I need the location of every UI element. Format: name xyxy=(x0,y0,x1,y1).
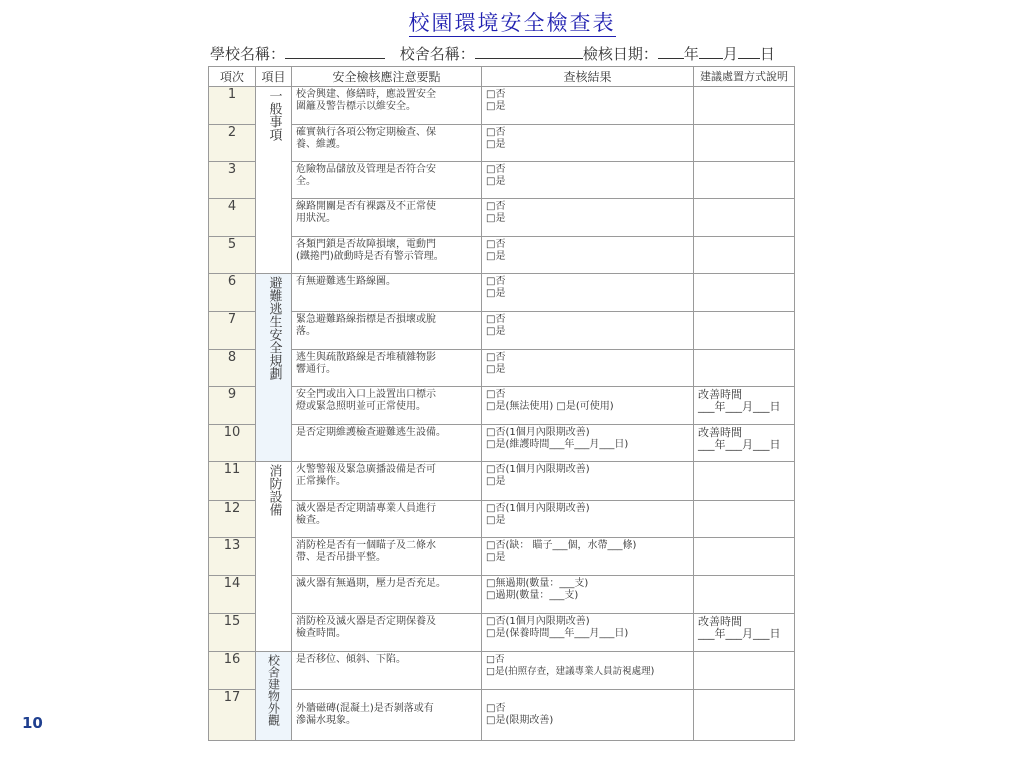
table-row xyxy=(209,538,795,576)
table-row xyxy=(209,576,795,614)
checkpoint-text: 是否移位、傾斜、下陷。 xyxy=(292,652,482,690)
month-label: 月 xyxy=(722,45,738,63)
column-header: 項目 xyxy=(256,67,292,87)
check-result[interactable]: □否 □是(限期改善) xyxy=(482,690,694,741)
table-row xyxy=(209,312,795,350)
suggestion[interactable] xyxy=(694,462,795,501)
category-fire-equipment: 消防設備 xyxy=(256,462,292,652)
check-result[interactable]: □否 □是(拍照存查，建議專業人員訪視處理) xyxy=(482,652,694,690)
document-title: 校園環境安全檢查表 xyxy=(408,11,616,35)
row-number: 12 xyxy=(209,501,256,538)
row-number: 10 xyxy=(209,425,256,462)
suggestion[interactable] xyxy=(694,237,795,274)
row-number: 8 xyxy=(209,350,256,387)
checkpoint-text: 外牆磁磚(混凝土)是否剝落或有 滲漏水現象。 xyxy=(292,690,482,741)
checkpoint-text: 確實執行各項公物定期檢查、保 養、維護。 xyxy=(292,125,482,162)
building-name-blank[interactable] xyxy=(475,44,583,59)
suggestion[interactable] xyxy=(694,538,795,576)
day-blank[interactable] xyxy=(738,44,760,59)
table-row xyxy=(209,614,795,652)
checkpoint-text: 消防栓及滅火器是否定期保養及 檢查時間。 xyxy=(292,614,482,652)
suggestion[interactable] xyxy=(694,690,795,741)
checkpoint-text: 各類門鎖是否故障損壞，電動門 (鐵捲門)啟動時是否有警示管理。 xyxy=(292,237,482,274)
check-result[interactable]: □否 □是 xyxy=(482,87,694,125)
table-row xyxy=(209,350,795,387)
table-row xyxy=(209,274,795,312)
row-number: 13 xyxy=(209,538,256,576)
suggestion[interactable] xyxy=(694,350,795,387)
checkpoint-text: 危險物品儲放及管理是否符合安 全。 xyxy=(292,162,482,199)
row-number: 6 xyxy=(209,274,256,312)
suggestion[interactable] xyxy=(694,87,795,125)
check-result[interactable]: □否(1個月內限期改善) □是(維護時間___年___月___日) xyxy=(482,425,694,462)
table-row xyxy=(209,690,795,741)
check-result[interactable]: □否 □是 xyxy=(482,237,694,274)
suggestion[interactable]: 改善時間 ___年___月___日 xyxy=(694,425,795,462)
year-blank[interactable] xyxy=(658,44,684,59)
check-result[interactable]: □否 □是 xyxy=(482,125,694,162)
suggestion[interactable]: 改善時間 ___年___月___日 xyxy=(694,614,795,652)
check-result[interactable]: □否(1個月內限期改善) □是 xyxy=(482,462,694,501)
table-row xyxy=(209,237,795,274)
checkpoint-text: 校舍興建、修繕時，應設置安全 圍籬及警告標示以維安全。 xyxy=(292,87,482,125)
suggestion[interactable] xyxy=(694,576,795,614)
table-row xyxy=(209,87,795,125)
check-result[interactable]: □否(1個月內限期改善) □是(保養時間___年___月___日) xyxy=(482,614,694,652)
category-general: 一般事項 xyxy=(256,87,292,274)
column-header: 項次 xyxy=(209,67,256,87)
inspection-table xyxy=(208,66,795,741)
row-number: 4 xyxy=(209,199,256,237)
suggestion[interactable]: 改善時間 ___年___月___日 xyxy=(694,387,795,425)
table-row xyxy=(209,125,795,162)
row-number: 11 xyxy=(209,462,256,501)
row-number: 5 xyxy=(209,237,256,274)
suggestion[interactable] xyxy=(694,125,795,162)
checkpoint-text: 有無避難逃生路線圖。 xyxy=(292,274,482,312)
row-number: 17 xyxy=(209,690,256,741)
table-row xyxy=(209,652,795,690)
suggestion[interactable] xyxy=(694,199,795,237)
year-label: 年 xyxy=(683,45,699,63)
row-number: 7 xyxy=(209,312,256,350)
check-result[interactable]: □否(缺： 瞄子___個，水帶___條) □是 xyxy=(482,538,694,576)
row-number: 15 xyxy=(209,614,256,652)
checkpoint-text: 滅火器是否定期請專業人員進行 檢查。 xyxy=(292,501,482,538)
table-row xyxy=(209,462,795,501)
checkpoint-text: 緊急避難路線指標是否損壞或脫 落。 xyxy=(292,312,482,350)
category-evacuation: 避難逃生安全規劃 xyxy=(256,274,292,462)
table-row xyxy=(209,501,795,538)
suggestion[interactable] xyxy=(694,274,795,312)
school-name-label: 學校名稱： xyxy=(210,45,286,63)
check-result[interactable]: □無過期(數量：___支) □過期(數量：___支) xyxy=(482,576,694,614)
building-name-label: 校舍名稱： xyxy=(399,45,475,63)
inspection-date-label: 檢核日期： xyxy=(582,45,658,63)
checkpoint-text: 火警警報及緊急廣播設備是否可 正常操作。 xyxy=(292,462,482,501)
check-result[interactable]: □否(1個月內限期改善) □是 xyxy=(482,501,694,538)
suggestion[interactable] xyxy=(694,312,795,350)
checkpoint-text: 消防栓是否有一個瞄子及二條水 帶、是否吊掛平整。 xyxy=(292,538,482,576)
table-header-row xyxy=(209,67,795,87)
table-row xyxy=(209,162,795,199)
page-number: 10 xyxy=(22,714,43,732)
checkpoint-text: 線路開關是否有裸露及不正常使 用狀況。 xyxy=(292,199,482,237)
row-number: 1 xyxy=(209,87,256,125)
month-blank[interactable] xyxy=(699,44,723,59)
checkpoint-text: 逃生與疏散路線是否堆積雜物影 響通行。 xyxy=(292,350,482,387)
day-label: 日 xyxy=(759,45,775,63)
row-number: 16 xyxy=(209,652,256,690)
row-number: 2 xyxy=(209,125,256,162)
category-building-exterior: 校舍建物外觀 xyxy=(256,652,292,741)
column-header: 建議處置方式說明 xyxy=(694,67,795,87)
row-number: 9 xyxy=(209,387,256,425)
column-header: 安全檢核應注意要點 xyxy=(292,67,482,87)
check-result[interactable]: □否 □是(無法使用) □是(可使用) xyxy=(482,387,694,425)
suggestion[interactable] xyxy=(694,501,795,538)
check-result[interactable]: □否 □是 xyxy=(482,350,694,387)
table-row xyxy=(209,425,795,462)
check-result[interactable]: □否 □是 xyxy=(482,199,694,237)
check-result[interactable]: □否 □是 xyxy=(482,162,694,199)
checkpoint-text: 是否定期維護檢查避難逃生設備。 xyxy=(292,425,482,462)
table-row xyxy=(209,387,795,425)
checkpoint-text: 滅火器有無過期，壓力是否充足。 xyxy=(292,576,482,614)
check-result[interactable]: □否 □是 xyxy=(482,312,694,350)
column-header: 查核結果 xyxy=(482,67,694,87)
checkpoint-text: 安全門或出入口上設置出口標示 燈或緊急照明並可正常使用。 xyxy=(292,387,482,425)
suggestion[interactable] xyxy=(694,652,795,690)
row-number: 3 xyxy=(209,162,256,199)
check-result[interactable]: □否 □是 xyxy=(482,274,694,312)
suggestion[interactable] xyxy=(694,162,795,199)
form-header xyxy=(210,43,802,65)
table-row xyxy=(209,199,795,237)
school-name-blank[interactable] xyxy=(285,44,385,59)
row-number: 14 xyxy=(209,576,256,614)
